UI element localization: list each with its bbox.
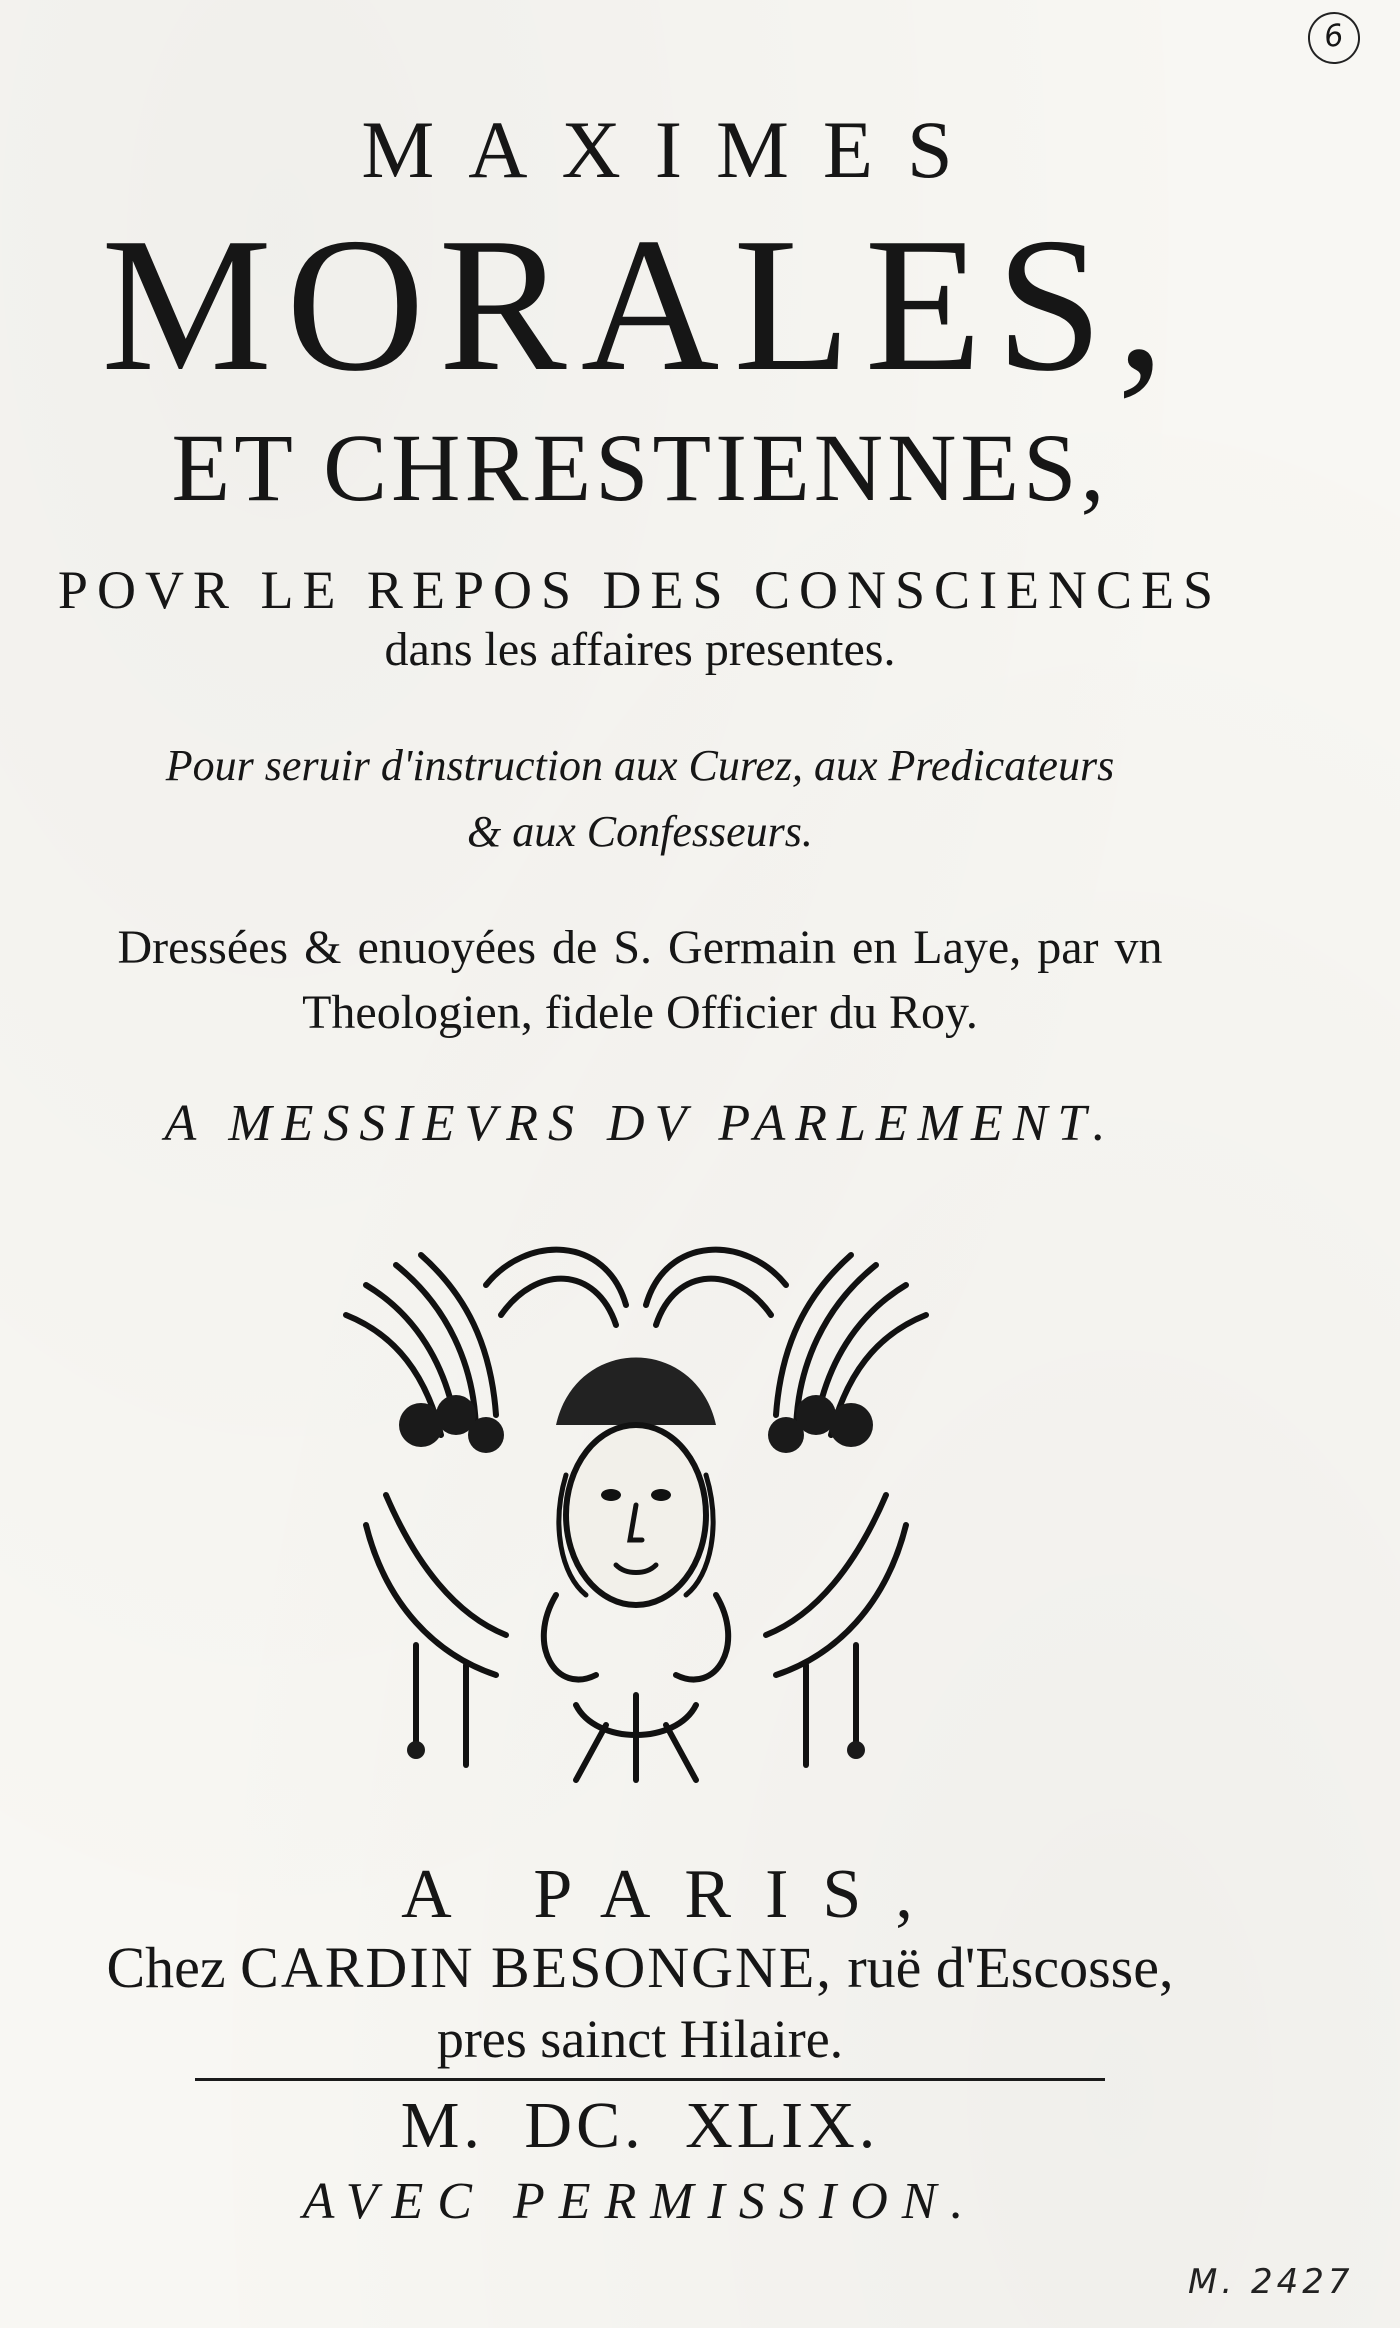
- imprint-street: ruë d'Escosse,: [847, 1935, 1174, 2000]
- folio-number: 6: [1305, 9, 1364, 68]
- author-line-2: Theologien, fidele Officier du Roy.: [302, 986, 978, 1039]
- title-line-morales: MORALES,: [101, 198, 1179, 411]
- printer-ornament-icon: [326, 1225, 946, 1785]
- title-line-repos: POVR LE REPOS DES CONSCIENCES: [57, 560, 1223, 620]
- imprint-printer-line: [0, 1935, 1280, 2001]
- purpose-line-2: & aux Confesseurs.: [467, 807, 813, 856]
- imprint-chez: Chez: [106, 1935, 226, 2000]
- dedication-line: A MESSIEVRS DV PARLEMENT.: [164, 1095, 1116, 1152]
- author-line-1: Dressées & enuoyées de S. Germain en Laye, par vn: [117, 921, 1163, 974]
- imprint-city: A PARIS,: [401, 1856, 947, 1933]
- purpose-line-1: Pour seruir d'instruction aux Curez, aux Predicateurs: [165, 741, 1115, 790]
- imprint-printer-name: CARDIN BESONGNE,: [240, 1935, 833, 2000]
- title-line-maximes: MAXIMES: [361, 104, 987, 195]
- imprint-permission: AVEC PERMISSION.: [302, 2173, 978, 2230]
- shelfmark: M. 2427: [1188, 2262, 1354, 2302]
- imprint-rule: [195, 2078, 1105, 2081]
- imprint-near: pres sainct Hilaire.: [436, 2009, 844, 2069]
- title-line-chrestiennes: ET CHRESTIENNES,: [171, 414, 1109, 521]
- title-line-affaires: dans les affaires presentes.: [384, 623, 896, 676]
- imprint-date: M. DC. XLIX.: [400, 2089, 880, 2162]
